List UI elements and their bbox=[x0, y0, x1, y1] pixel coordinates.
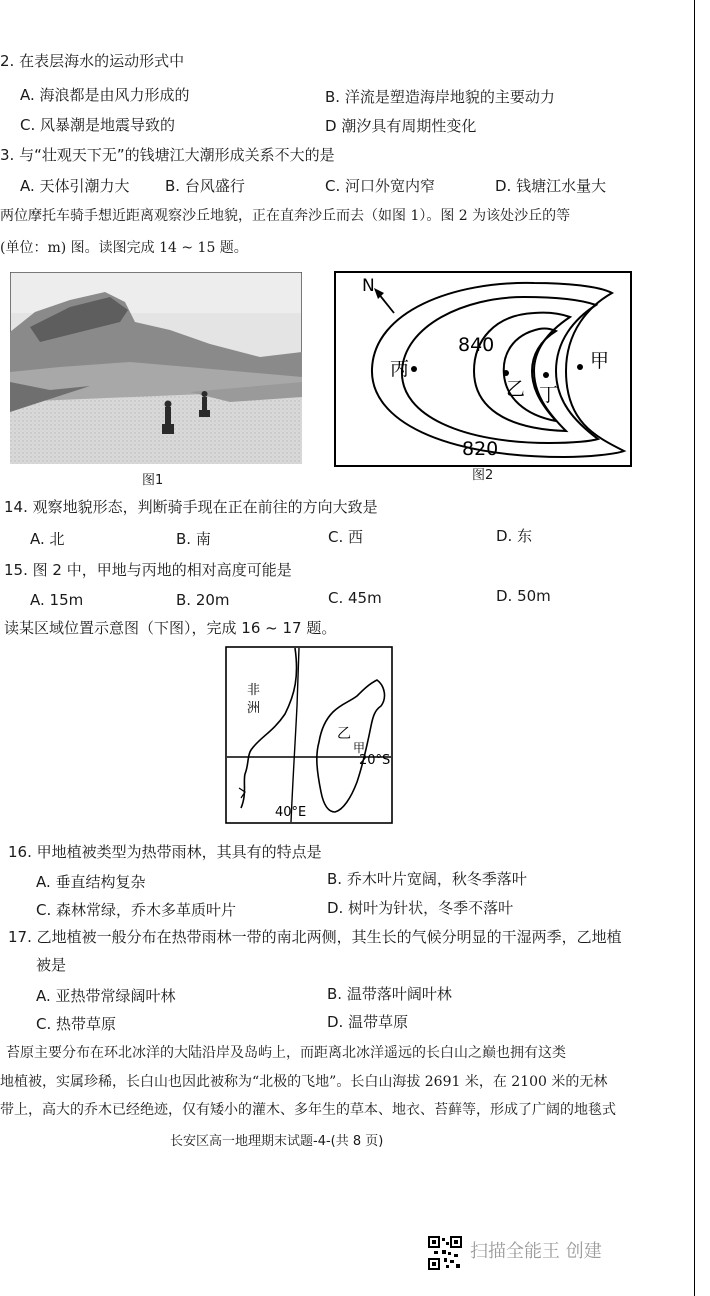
watermark-text: 扫描全能王 创建 bbox=[470, 1241, 602, 1262]
q13-option-a: A. 天体引潮力大 bbox=[20, 177, 130, 195]
page-footer: 长安区高一地理期末试题-4-(共 8 页) bbox=[170, 1134, 384, 1149]
point-jia-label: 甲 bbox=[590, 350, 610, 372]
q16-option-b: B. 乔木叶片宽阔，秋冬季落叶 bbox=[327, 870, 527, 888]
q14-option-d: D. 东 bbox=[496, 527, 533, 545]
q13-option-b: B. 台风盛行 bbox=[165, 177, 245, 195]
longitude-label: 40°E bbox=[275, 805, 307, 820]
q12-option-c: C. 风暴潮是地震导致的 bbox=[20, 116, 176, 134]
figure-1-caption: 图1 bbox=[142, 473, 164, 488]
q16-stem: 16. 甲地植被类型为热带雨林，其具有的特点是 bbox=[8, 843, 322, 861]
intro-14-15-line1: 两位摩托车骑手想近距离观察沙丘地貌，正在直奔沙丘而去（如图 1）。图 2 为该处沙丘的等 bbox=[0, 208, 571, 224]
q13-stem: 3. 与“壮观天下无”的钱塘江大潮形成关系不大的是 bbox=[0, 146, 335, 164]
q15-option-a: A. 15m bbox=[30, 591, 84, 609]
intro-14-15-line2: (单位：m) 图。读图完成 14 ~ 15 题。 bbox=[0, 240, 248, 256]
north-label: N bbox=[362, 276, 375, 296]
q13-option-c: C. 河口外宽内窄 bbox=[325, 177, 436, 195]
q15-option-d: D. 50m bbox=[496, 587, 551, 605]
contour-820-label: 820 bbox=[462, 438, 499, 460]
intro-16-17: 读某区域位置示意图（下图），完成 16 ~ 17 题。 bbox=[4, 619, 337, 637]
q12-stem: 2. 在表层海水的运动形式中 bbox=[0, 52, 185, 70]
point-bing-label: 丙 bbox=[390, 358, 410, 380]
q15-option-c: C. 45m bbox=[328, 589, 382, 607]
q14-option-a: A. 北 bbox=[30, 530, 65, 548]
latitude-label: 20°S bbox=[359, 753, 391, 768]
q12-option-a: A. 海浪都是由风力形成的 bbox=[20, 86, 190, 104]
region-location-map bbox=[225, 646, 393, 824]
figure-2-caption: 图2 bbox=[472, 468, 494, 483]
q17-option-d: D. 温带草原 bbox=[327, 1013, 409, 1031]
map-jia-label: 甲 bbox=[353, 741, 366, 755]
q17-option-c: C. 热带草原 bbox=[36, 1015, 117, 1033]
africa-label-2: 洲 bbox=[247, 701, 261, 716]
q17-option-b: B. 温带落叶阔叶林 bbox=[327, 985, 452, 1003]
africa-label-1: 非 bbox=[247, 683, 261, 698]
q15-stem: 15. 图 2 中，甲地与丙地的相对高度可能是 bbox=[4, 561, 292, 579]
q17-stem-line2: 被是 bbox=[36, 956, 67, 974]
figure-1-photo bbox=[10, 272, 302, 464]
q16-option-c: C. 森林常绿，乔木多革质叶片 bbox=[36, 901, 237, 919]
q12-option-d: D 潮汐具有周期性变化 bbox=[325, 117, 477, 135]
q14-option-c: C. 西 bbox=[328, 528, 364, 546]
passage-line2: 地植被，实属珍稀，长白山也因此被称为“北极的飞地”。长白山海拔 2691 米，在 2100 米的无林 bbox=[0, 1074, 608, 1090]
q17-stem-line1: 17. 乙地植被一般分布在热带雨林一带的南北两侧，其生长的气候分明显的干湿两季，乙地植 bbox=[8, 928, 622, 946]
passage-line1: 苔原主要分布在环北冰洋的大陆沿岸及岛屿上，而距离北冰洋遥远的长白山之巅也拥有这类 bbox=[6, 1045, 566, 1061]
q13-option-d: D. 钱塘江水量大 bbox=[495, 177, 607, 195]
binding-line bbox=[694, 0, 695, 1296]
q14-stem: 14. 观察地貌形态，判断骑手现在正在前往的方向大致是 bbox=[4, 498, 378, 516]
q15-option-b: B. 20m bbox=[176, 591, 230, 609]
passage-line3: 带上，高大的乔木已经绝迹，仅有矮小的灌木、多年生的草本、地衣、苔藓等，形成了广阔的地毯式 bbox=[0, 1102, 616, 1118]
q16-option-a: A. 垂直结构复杂 bbox=[36, 873, 146, 891]
q12-option-b: B. 洋流是塑造海岸地貌的主要动力 bbox=[325, 88, 555, 106]
q16-option-d: D. 树叶为针状，冬季不落叶 bbox=[327, 899, 514, 917]
map-yi-label: 乙 bbox=[337, 726, 351, 742]
q17-option-a: A. 亚热带常绿阔叶林 bbox=[36, 987, 176, 1005]
q14-option-b: B. 南 bbox=[176, 530, 211, 548]
point-ding-label: 丁 bbox=[539, 384, 559, 406]
figure-2-contour-map bbox=[334, 271, 632, 467]
contour-840-label: 840 bbox=[458, 334, 495, 356]
point-yi-label: 乙 bbox=[506, 378, 526, 400]
qr-code-icon bbox=[428, 1236, 462, 1270]
